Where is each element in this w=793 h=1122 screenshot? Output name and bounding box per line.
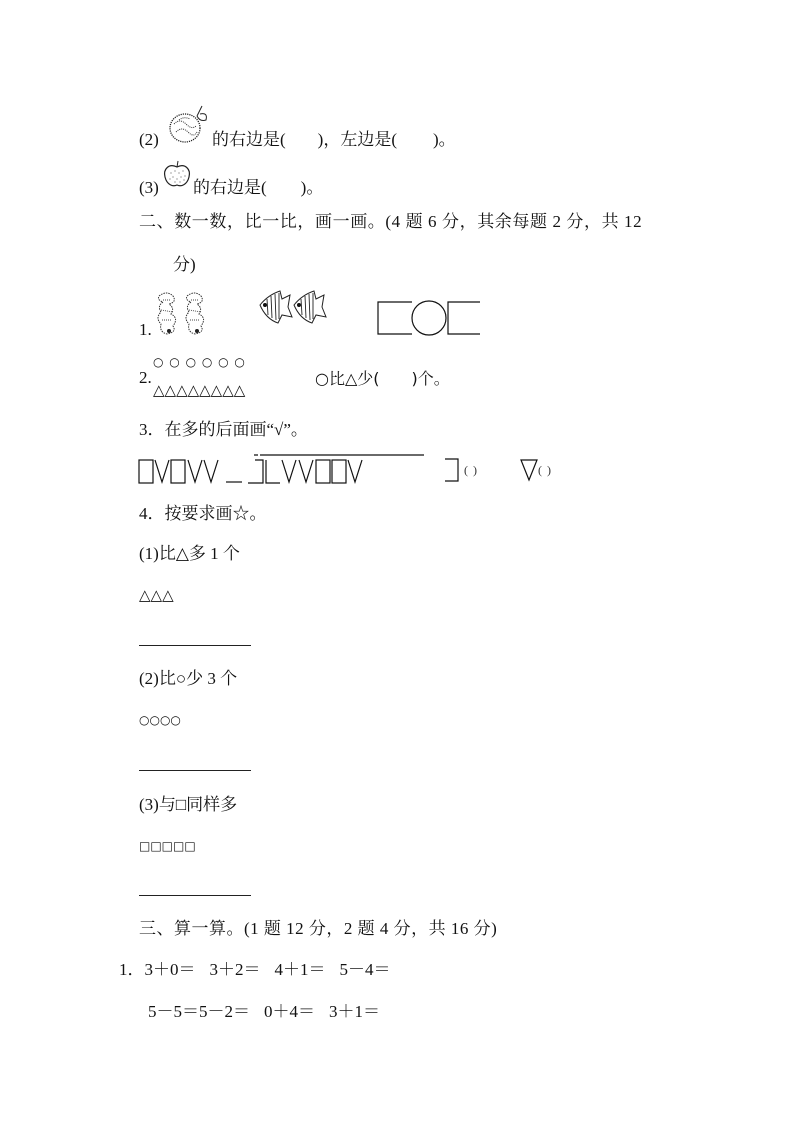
triangles-row: △△△△△△△△ <box>153 381 246 399</box>
section-heading-3: 三、算一算。(1 题 12 分，2 题 4 分，共 16 分) <box>139 919 498 938</box>
shape-pattern <box>138 455 428 485</box>
section-heading-2-cont: 分) <box>173 255 196 274</box>
drawing-line-2[interactable] <box>139 770 251 771</box>
section-heading-2: 二、数一数，比一比，画一画。(4 题 6 分，其余每题 2 分，共 12 <box>139 212 643 231</box>
equation: 4＋1＝ <box>274 960 326 979</box>
equation: 3＋1＝ <box>329 1002 380 1021</box>
calc-row-1 <box>119 961 391 978</box>
drawing-line-3[interactable] <box>139 895 251 896</box>
text-segment: )。 <box>300 178 324 197</box>
fish-icon <box>258 289 292 329</box>
rectangle-shape <box>448 302 480 334</box>
text-segment: 的右边是( <box>193 178 267 197</box>
text-segment: )，左边是( <box>317 130 397 149</box>
question-2-3-label: 3．在多的后面画“√”。 <box>139 420 308 439</box>
question-1-3-text <box>193 179 323 196</box>
calc-row-2 <box>148 1003 380 1020</box>
circle-shape <box>412 301 446 335</box>
answer-triangle-icon <box>520 459 538 481</box>
question-1-2-text <box>212 131 456 148</box>
question-label: (3) <box>139 178 159 197</box>
equation: 3＋2＝ <box>209 960 261 979</box>
question-2-2-text <box>315 370 450 387</box>
q4-item-1-prompt: (1)比△多 1 个 <box>139 544 240 563</box>
equation: 0＋4＝ <box>264 1002 315 1021</box>
question-label: 1． <box>119 960 145 979</box>
q4-item-2-prompt: (2)比○少 3 个 <box>139 669 238 688</box>
watermelon-icon <box>164 102 210 148</box>
answer-blank-triangle[interactable]: ( ) <box>538 463 552 477</box>
drawing-line-1[interactable] <box>139 645 251 646</box>
answer-square-icon <box>444 458 460 482</box>
text-segment: )。 <box>433 130 456 149</box>
question-label: (2) <box>139 130 159 149</box>
text-segment: ○比△少( <box>315 369 380 388</box>
text-segment: )个。 <box>411 369 450 388</box>
circles-row: ○ ○ ○ ○ ○ ○ <box>153 355 246 369</box>
q4-item-1-shapes: △△△ <box>139 586 174 604</box>
q4-item-3-prompt: (3)与□同样多 <box>139 795 238 814</box>
question-2-4-label: 4．按要求画☆。 <box>139 504 267 523</box>
question-1-2 <box>139 131 159 148</box>
equation: 5－5＝5－2＝ <box>148 1002 250 1021</box>
equation: 3＋0＝ <box>144 960 196 979</box>
squirrel-icon <box>181 290 209 336</box>
question-2-2-label: 2. <box>139 368 152 387</box>
question-2-1-label: 1. <box>139 320 152 339</box>
fish-icon <box>292 289 326 329</box>
equation: 5－4＝ <box>339 960 391 979</box>
squirrel-icon <box>153 290 181 336</box>
q4-item-3-shapes: □□□□□ <box>139 839 196 853</box>
answer-shapes <box>376 300 482 336</box>
answer-blank-square[interactable]: ( ) <box>464 463 478 477</box>
q4-item-2-shapes: ○○○○ <box>139 713 181 727</box>
rectangle-shape <box>378 302 412 334</box>
text-segment: 的右边是( <box>212 130 286 149</box>
apple-icon <box>161 159 193 189</box>
question-1-3 <box>139 179 159 196</box>
